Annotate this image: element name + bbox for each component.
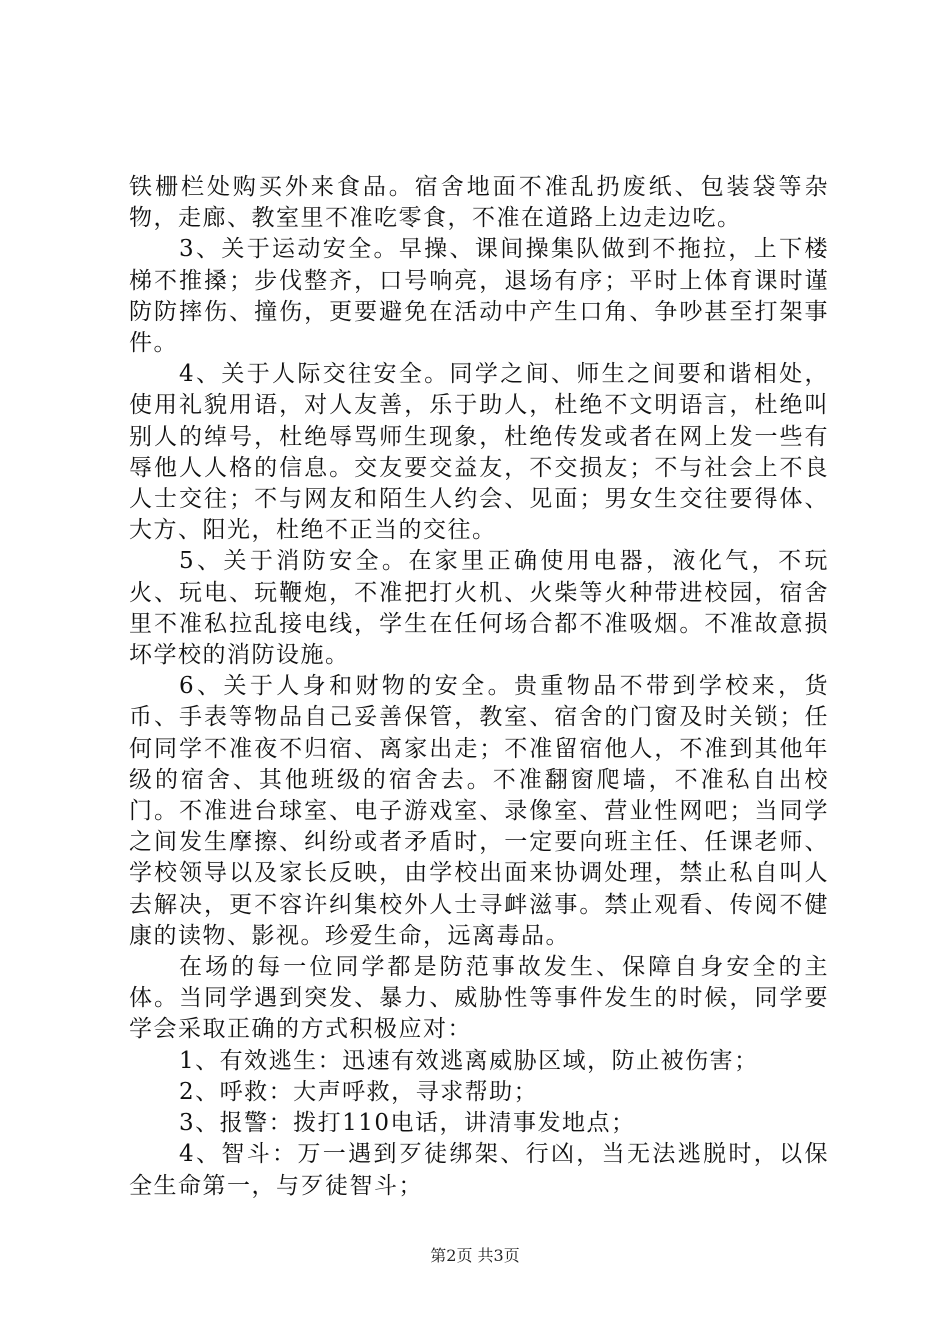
paragraph-fire-safety: 5、关于消防安全。在家里正确使用电器，液化气，不玩火、玩电、玩鞭炮，不准把打火机、火柴等火种带进校园，宿舍里不准私拉乱接电线，学生在任何场合都不准吸烟。不准故意损坏学校的消防设施。	[129, 548, 829, 669]
paragraph-personal-property-safety: 6、关于人身和财物的安全。贵重物品不带到学校来，货币、手表等物品自己妥善保管，教室、宿舍的门窗及时关锁；任何同学不准夜不归宿、离家出走；不准留宿他人，不准到其他年级的宿舍、其他班级的宿舍去。不准翻窗爬墙，不准私自出校门。不准进台球室、电子游戏室、录像室、营业性网吧；当同学之间发生摩擦、纠纷或者矛盾时，一定要向班主任、任课老师、学校领导以及家长反映，由学校出面来协调处理，禁止私自叫人去解决，更不容许纠集校外人士寻衅滋事。禁止观看、传阅不健康的读物、影视。珍爱生命，远离毒品。	[129, 673, 829, 949]
list-item-call-for-help: 2、呼救：大声呼救，寻求帮助；	[179, 1078, 539, 1105]
paragraph-continuation: 铁栅栏处购买外来食品。宿舍地面不准乱扔废纸、包装袋等杂物，走廊、教室里不准吃零食，不准在道路上边走边吃。	[129, 174, 829, 232]
page-number-footer: 第2页 共3页	[430, 1246, 520, 1265]
list-item-escape: 1、有效逃生：迅速有效逃离威胁区域，防止被伤害；	[179, 1047, 759, 1074]
list-item-outwit: 4、智斗：万一遇到歹徒绑架、行凶，当无法逃脱时，以保全生命第一，与歹徒智斗；	[129, 1141, 829, 1199]
paragraph-response-intro: 在场的每一位同学都是防范事故发生、保障自身安全的主体。当同学遇到突发、暴力、威胁性等事件发生的时候，同学要学会采取正确的方式积极应对：	[129, 954, 829, 1043]
paragraph-sports-safety: 3、关于运动安全。早操、课间操集队做到不拖拉，上下楼梯不推搡；步伐整齐，口号响亮，退场有序；平时上体育课时谨防防摔伤、撞伤，更要避免在活动中产生口角、争吵甚至打架事件。	[129, 236, 829, 357]
document-body	[129, 172, 829, 1202]
list-item-report-police: 3、报警：拨打110电话，讲清事发地点；	[179, 1110, 636, 1137]
paragraph-interpersonal-safety: 4、关于人际交往安全。同学之间、师生之间要和谐相处，使用礼貌用语，对人友善，乐于助人，杜绝不文明语言，杜绝叫别人的绰号，杜绝辱骂师生现象，杜绝传发或者在网上发一些有辱他人人格的信息。交友要交益友，不交损友；不与社会上不良人士交往；不与网友和陌生人约会、见面；男女生交往要得体、大方、阳光，杜绝不正当的交往。	[129, 361, 829, 544]
